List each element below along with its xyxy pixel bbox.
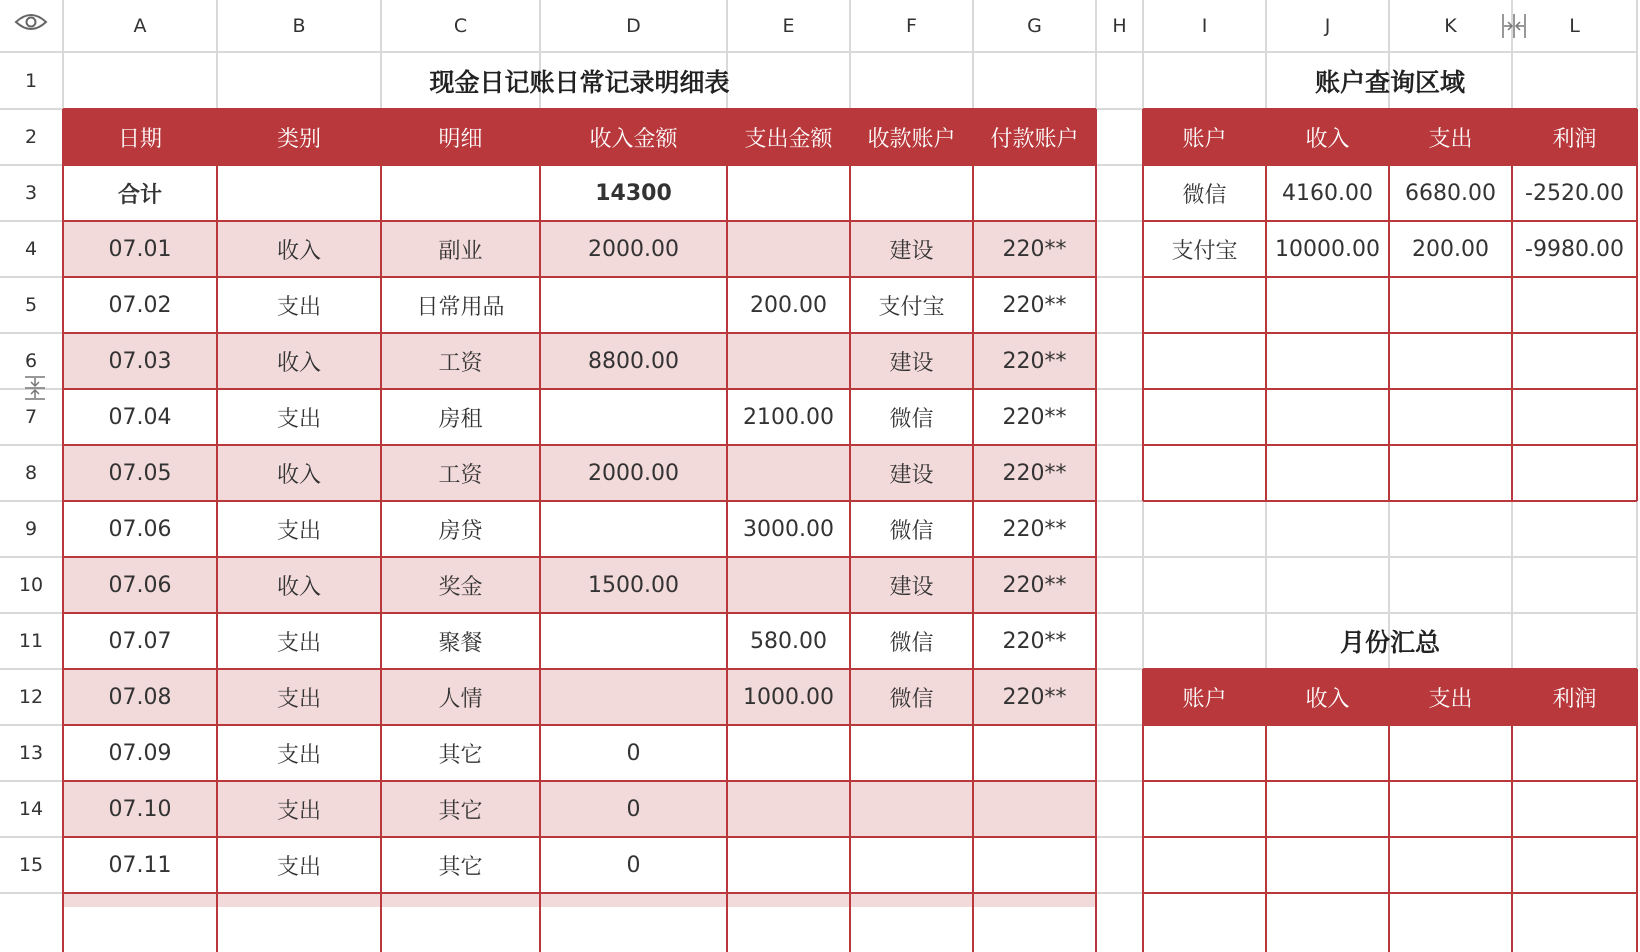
data-cell[interactable]: 07.10	[108, 796, 172, 822]
data-cell[interactable]: 微信	[889, 518, 934, 544]
query-cell[interactable]	[1267, 446, 1388, 500]
column-header-K[interactable]: K	[1390, 1, 1511, 50]
gridline	[1095, 109, 1097, 952]
data-cell[interactable]: 580.00	[750, 628, 827, 654]
query-cell[interactable]: 4160.00	[1282, 180, 1373, 206]
data-cell[interactable]: 07.06	[108, 516, 172, 542]
summary-header-cell: 利润	[1513, 670, 1636, 724]
data-cell[interactable]: 房租	[438, 406, 483, 432]
row-header-1[interactable]: 1	[1, 53, 61, 108]
data-cell[interactable]: 微信	[889, 630, 934, 656]
row-header-4[interactable]: 4	[1, 222, 61, 276]
account-query-title: 账户查询区域	[1314, 67, 1465, 97]
summary-cell[interactable]	[1144, 838, 1265, 892]
data-cell[interactable]: 0	[626, 740, 641, 766]
data-cell[interactable]: 220**	[1002, 572, 1067, 598]
summary-cell[interactable]	[1144, 726, 1265, 780]
query-cell[interactable]: 10000.00	[1275, 236, 1380, 262]
main-table-title: 现金日记账日常记录明细表	[429, 67, 730, 97]
summary-cell[interactable]	[1390, 726, 1511, 780]
query-cell[interactable]	[1267, 334, 1388, 388]
row-header-7[interactable]: 7	[1, 390, 61, 444]
query-cell[interactable]	[1267, 390, 1388, 444]
data-cell[interactable]: 07.02	[108, 292, 172, 318]
summary-cell[interactable]	[1267, 782, 1388, 836]
query-cell[interactable]	[1513, 278, 1636, 332]
query-cell[interactable]	[1144, 446, 1265, 500]
data-cell[interactable]: 07.04	[108, 404, 172, 430]
data-cell[interactable]: 支出	[276, 294, 321, 320]
data-cell[interactable]: 07.03	[108, 348, 172, 374]
data-cell[interactable]	[728, 558, 849, 612]
row-header-9[interactable]: 9	[1, 502, 61, 556]
data-cell[interactable]: 房贷	[438, 518, 483, 544]
query-cell[interactable]: -9980.00	[1525, 236, 1624, 262]
row-header-13[interactable]: 13	[1, 726, 61, 780]
data-cell[interactable]	[728, 334, 849, 388]
data-cell[interactable]: 工资	[438, 350, 483, 376]
data-cell[interactable]: 07.07	[108, 628, 172, 654]
data-cell[interactable]: 2000.00	[588, 460, 679, 486]
data-cell[interactable]: 支付宝	[878, 294, 945, 320]
data-cell[interactable]: 支出	[276, 406, 321, 432]
row-header-15[interactable]: 15	[1, 838, 61, 892]
data-cell[interactable]: 聚餐	[438, 630, 483, 656]
summary-header-cell: 支出	[1390, 670, 1511, 724]
query-cell[interactable]: 200.00	[1412, 236, 1489, 262]
data-cell[interactable]: 220**	[1002, 684, 1067, 710]
main-header-cell: 日期	[64, 110, 216, 164]
column-header-G[interactable]: G	[974, 1, 1095, 50]
column-header-C[interactable]: C	[382, 1, 539, 50]
data-cell[interactable]: 建设	[889, 462, 934, 488]
summary-cell[interactable]	[1513, 726, 1636, 780]
data-cell[interactable]: 220**	[1002, 516, 1067, 542]
row-header-10[interactable]: 10	[1, 558, 61, 612]
data-cell[interactable]: 人情	[438, 686, 483, 712]
data-cell[interactable]	[541, 390, 726, 444]
column-header-D[interactable]: D	[541, 1, 726, 50]
data-cell[interactable]: 工资	[438, 462, 483, 488]
data-cell[interactable]: 收入	[276, 574, 321, 600]
column-header-F[interactable]: F	[851, 1, 972, 50]
data-cell[interactable]: 07.11	[108, 852, 172, 878]
query-header-cell: 账户	[1144, 110, 1265, 164]
query-header-cell: 利润	[1513, 110, 1636, 164]
gridline	[1636, 109, 1638, 501]
data-cell[interactable]	[541, 278, 726, 332]
total-cell[interactable]: 14300	[595, 180, 672, 206]
summary-cell[interactable]	[1390, 838, 1511, 892]
total-cell[interactable]	[851, 166, 972, 220]
row-resize-icon	[22, 374, 48, 402]
main-header-cell: 明细	[382, 110, 539, 164]
data-cell[interactable]: 支出	[276, 742, 321, 768]
monthly-summary-title: 月份汇总	[1339, 628, 1440, 657]
data-cell[interactable]: 支出	[276, 798, 321, 824]
column-header-L[interactable]: L	[1513, 1, 1636, 50]
query-cell[interactable]	[1390, 446, 1511, 500]
column-header-J[interactable]: J	[1267, 1, 1388, 50]
eye-icon[interactable]	[14, 10, 48, 34]
total-cell[interactable]	[728, 166, 849, 220]
row-header-5[interactable]: 5	[1, 278, 61, 332]
data-cell[interactable]: 220**	[1002, 628, 1067, 654]
query-header-cell: 收入	[1267, 110, 1388, 164]
summary-cell[interactable]	[1513, 782, 1636, 836]
data-cell[interactable]: 建设	[889, 350, 934, 376]
main-header-cell: 支出金额	[728, 110, 849, 164]
data-cell[interactable]: 07.08	[108, 684, 172, 710]
data-cell[interactable]	[728, 446, 849, 500]
data-cell[interactable]	[728, 222, 849, 276]
data-cell[interactable]: 收入	[276, 238, 321, 264]
total-cell[interactable]	[974, 166, 1095, 220]
data-cell[interactable]	[728, 838, 849, 892]
main-header-cell: 收款账户	[851, 110, 972, 164]
query-cell[interactable]	[1513, 334, 1636, 388]
gridline	[1636, 669, 1638, 952]
data-cell[interactable]: 3000.00	[743, 516, 834, 542]
query-cell[interactable]	[1144, 278, 1265, 332]
summary-header-cell: 收入	[1267, 670, 1388, 724]
row-header-8[interactable]: 8	[1, 446, 61, 500]
query-cell[interactable]: 6680.00	[1405, 180, 1496, 206]
data-cell[interactable]: 07.01	[108, 236, 172, 262]
summary-cell[interactable]	[1513, 838, 1636, 892]
data-cell[interactable]: 其它	[438, 798, 483, 824]
data-cell[interactable]: 8800.00	[588, 348, 679, 374]
main-header-cell: 收入金额	[541, 110, 726, 164]
total-cell[interactable]	[382, 166, 539, 220]
data-cell[interactable]	[974, 838, 1095, 892]
column-header-I[interactable]: I	[1144, 1, 1265, 50]
data-cell[interactable]: 220**	[1002, 236, 1067, 262]
data-cell[interactable]	[541, 614, 726, 668]
data-cell[interactable]: 220**	[1002, 348, 1067, 374]
column-header-H[interactable]: H	[1097, 1, 1142, 50]
data-cell[interactable]	[974, 726, 1095, 780]
row-header-14[interactable]: 14	[1, 782, 61, 836]
row-header-2[interactable]: 2	[1, 110, 61, 164]
data-cell[interactable]: 建设	[889, 574, 934, 600]
data-cell[interactable]	[728, 726, 849, 780]
data-cell[interactable]: 200.00	[750, 292, 827, 318]
data-cell[interactable]: 支出	[276, 686, 321, 712]
query-cell[interactable]	[1144, 334, 1265, 388]
data-cell[interactable]	[728, 782, 849, 836]
data-cell[interactable]: 建设	[889, 238, 934, 264]
data-cell[interactable]: 2000.00	[588, 236, 679, 262]
data-cell[interactable]: 日常用品	[416, 294, 505, 320]
data-cell[interactable]	[541, 502, 726, 556]
query-cell[interactable]	[1390, 278, 1511, 332]
data-cell[interactable]	[851, 726, 972, 780]
query-cell[interactable]: 支付宝	[1171, 238, 1238, 264]
data-cell[interactable]: 1500.00	[588, 572, 679, 598]
row-header-11[interactable]: 11	[1, 614, 61, 668]
data-cell[interactable]: 微信	[889, 406, 934, 432]
query-cell[interactable]	[1144, 390, 1265, 444]
query-header-cell: 支出	[1390, 110, 1511, 164]
data-cell[interactable]: 07.09	[108, 740, 172, 766]
summary-header-cell: 账户	[1144, 670, 1265, 724]
data-cell[interactable]	[851, 838, 972, 892]
data-cell[interactable]: 07.05	[108, 460, 172, 486]
data-cell[interactable]: 收入	[276, 350, 321, 376]
row-header-3[interactable]: 3	[1, 166, 61, 220]
summary-cell[interactable]	[1267, 726, 1388, 780]
column-header-B[interactable]: B	[218, 1, 380, 50]
row-header-6[interactable]: 6	[1, 334, 61, 388]
query-cell[interactable]	[1267, 278, 1388, 332]
data-cell[interactable]: 0	[626, 796, 641, 822]
query-cell[interactable]: -2520.00	[1525, 180, 1624, 206]
data-cell[interactable]: 支出	[276, 854, 321, 880]
total-cell[interactable]: 合计	[117, 182, 162, 208]
data-cell[interactable]: 其它	[438, 742, 483, 768]
query-cell[interactable]	[1390, 334, 1511, 388]
summary-cell[interactable]	[1267, 838, 1388, 892]
column-resize-icon	[1500, 12, 1528, 40]
main-header-cell: 付款账户	[974, 110, 1095, 164]
data-cell[interactable]: 奖金	[438, 574, 483, 600]
data-cell[interactable]: 0	[626, 852, 641, 878]
column-header-E[interactable]: E	[728, 1, 849, 50]
data-cell[interactable]: 2100.00	[743, 404, 834, 430]
data-cell[interactable]: 220**	[1002, 404, 1067, 430]
data-cell[interactable]: 微信	[889, 686, 934, 712]
query-cell[interactable]	[1513, 446, 1636, 500]
query-cell[interactable]: 微信	[1182, 182, 1227, 208]
data-cell[interactable]	[541, 670, 726, 724]
data-cell[interactable]: 支出	[276, 630, 321, 656]
query-cell[interactable]	[1513, 390, 1636, 444]
data-cell[interactable]: 1000.00	[743, 684, 834, 710]
data-cell[interactable]: 副业	[438, 238, 483, 264]
column-header-A[interactable]: A	[64, 1, 216, 50]
data-cell[interactable]: 收入	[276, 462, 321, 488]
data-cell[interactable]: 07.06	[108, 572, 172, 598]
main-header-cell: 类别	[218, 110, 380, 164]
summary-cell[interactable]	[1144, 782, 1265, 836]
gridline	[1143, 500, 1637, 502]
data-cell[interactable]: 其它	[438, 854, 483, 880]
data-cell[interactable]	[974, 782, 1095, 836]
summary-cell[interactable]	[1390, 782, 1511, 836]
data-cell[interactable]: 220**	[1002, 460, 1067, 486]
data-cell[interactable]	[851, 782, 972, 836]
query-cell[interactable]	[1390, 390, 1511, 444]
total-cell[interactable]	[218, 166, 380, 220]
gridline	[1143, 892, 1637, 894]
data-cell[interactable]: 220**	[1002, 292, 1067, 318]
row-header-12[interactable]: 12	[1, 670, 61, 724]
data-cell[interactable]: 支出	[276, 518, 321, 544]
